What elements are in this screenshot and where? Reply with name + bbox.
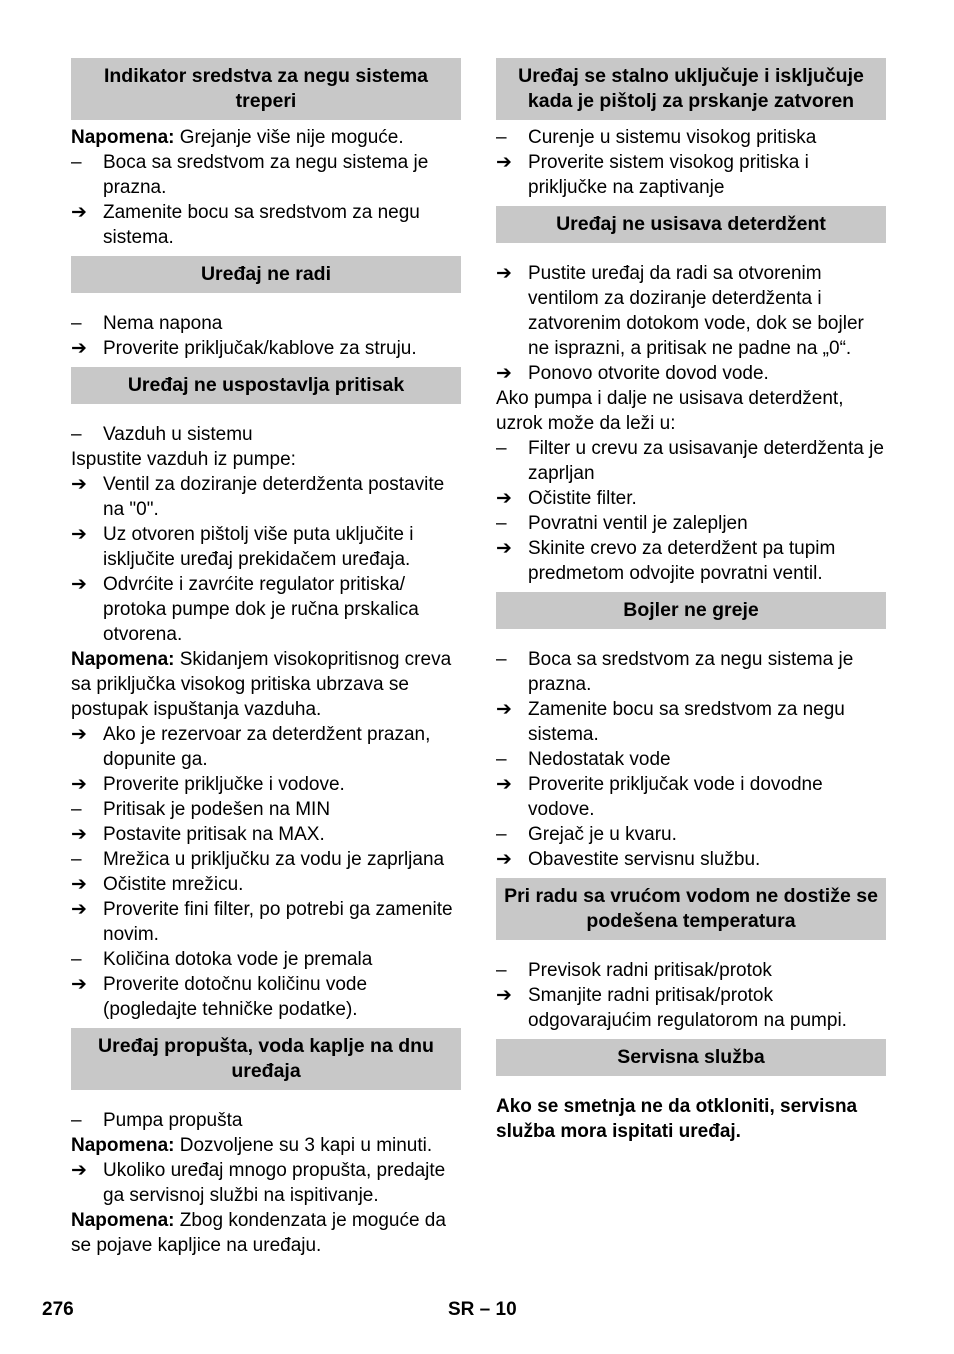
- dash-marker: –: [496, 824, 507, 845]
- condition-item: [71, 847, 461, 872]
- section-body: [496, 940, 886, 1039]
- dash-marker: –: [71, 313, 82, 334]
- item-text: Previsok radni pritisak/protok: [528, 960, 772, 981]
- dash-marker: –: [71, 849, 82, 870]
- dash-marker: –: [71, 152, 82, 173]
- action-item: [71, 1158, 461, 1208]
- note-label: Napomena:: [71, 649, 175, 670]
- condition-item: [71, 150, 461, 200]
- dash-marker: –: [496, 513, 507, 534]
- bold-paragraph: Ako se smetnja ne da otkloniti, servisna služba mora ispitati uređaj.: [496, 1096, 858, 1142]
- item-text: Proverite priključke i vodove.: [103, 774, 345, 795]
- arrow-right-icon: ➔: [71, 774, 87, 795]
- note-paragraph: [71, 1208, 461, 1258]
- section-body: [496, 629, 886, 878]
- item-text: Pumpa propušta: [103, 1110, 243, 1131]
- section-heading: Bojler ne greje: [496, 592, 886, 629]
- arrow-right-icon: ➔: [496, 363, 512, 384]
- arrow-right-icon: ➔: [496, 774, 512, 795]
- condition-item: [496, 958, 886, 983]
- item-text: Uz otvoren pištolj više puta uključite i isključite uređaj prekidačem uređaja.: [103, 524, 414, 570]
- section: [496, 1039, 886, 1150]
- note-paragraph: [71, 1133, 461, 1158]
- condition-item: [496, 436, 886, 486]
- section-heading: Servisna služba: [496, 1039, 886, 1076]
- condition-item: [71, 422, 461, 447]
- page-footer-label: SR – 10: [448, 1299, 517, 1320]
- condition-item: [496, 822, 886, 847]
- item-text: Količina dotoka vode je premala: [103, 949, 373, 970]
- item-text: Postavite pritisak na MAX.: [103, 824, 325, 845]
- action-item: [496, 536, 886, 586]
- item-text: Obavestite servisnu službu.: [528, 849, 761, 870]
- note-paragraph: [71, 647, 461, 722]
- item-text: Zamenite bocu sa sredstvom za negu sistema.: [103, 202, 420, 248]
- action-item: [71, 872, 461, 897]
- item-text: Ponovo otvorite dovod vode.: [528, 363, 769, 384]
- section-heading: Pri radu sa vrućom vodom ne dostiže se podešena temperatura: [496, 878, 886, 940]
- arrow-right-icon: ➔: [496, 985, 512, 1006]
- action-item: [71, 897, 461, 947]
- dash-marker: –: [496, 438, 507, 459]
- section-body: [496, 120, 886, 206]
- note-text: Skidanjem visokopritisnog creva sa priključka visokog pritiska ubrzava se postupak ispuštanja vazduha.: [71, 649, 452, 720]
- item-text: Grejač je u kvaru.: [528, 824, 677, 845]
- dash-marker: –: [71, 949, 82, 970]
- section: [71, 58, 461, 256]
- arrow-right-icon: ➔: [71, 1160, 87, 1181]
- dash-marker: –: [496, 960, 507, 981]
- section-body: [71, 404, 461, 1028]
- item-text: Povratni ventil je zalepljen: [528, 513, 748, 534]
- arrow-right-icon: ➔: [496, 488, 512, 509]
- item-text: Proverite priključak/kablove za struju.: [103, 338, 417, 359]
- note-text: Zbog kondenzata je moguće da se pojave kapljice na uređaju.: [71, 1210, 446, 1256]
- action-item: [71, 722, 461, 772]
- item-text: Filter u crevu za usisavanje deterdženta je zaprljan: [528, 438, 884, 484]
- action-item: [496, 983, 886, 1033]
- section-heading: Uređaj propušta, voda kaplje na dnu uređaja: [71, 1028, 461, 1090]
- dash-marker: –: [71, 424, 82, 445]
- dash-marker: –: [71, 799, 82, 820]
- action-item: [496, 150, 886, 200]
- paragraph: Ispustite vazduh iz pumpe:: [71, 449, 296, 470]
- action-item: [496, 697, 886, 747]
- note-paragraph: [71, 125, 461, 150]
- section: [71, 367, 461, 1028]
- arrow-right-icon: ➔: [496, 263, 512, 284]
- item-text: Proverite priključak vode i dovodne vodove.: [528, 774, 823, 820]
- arrow-right-icon: ➔: [71, 474, 87, 495]
- section-heading: Indikator sredstva za negu sistema treperi: [71, 58, 461, 120]
- arrow-right-icon: ➔: [71, 202, 87, 223]
- item-text: Nedostatak vode: [528, 749, 671, 770]
- item-text: Proverite sistem visokog pritiska i priključke na zaptivanje: [528, 152, 809, 198]
- note-label: Napomena:: [71, 1210, 175, 1231]
- page-number: 276: [42, 1299, 74, 1320]
- right-column: [496, 58, 886, 1150]
- arrow-right-icon: ➔: [496, 538, 512, 559]
- dash-marker: –: [496, 127, 507, 148]
- section: [71, 1028, 461, 1264]
- arrow-right-icon: ➔: [71, 574, 87, 595]
- arrow-right-icon: ➔: [71, 899, 87, 920]
- section: [496, 58, 886, 206]
- action-item: [71, 472, 461, 522]
- arrow-right-icon: ➔: [71, 724, 87, 745]
- item-text: Ventil za doziranje deterdženta postavite na "0".: [103, 474, 445, 520]
- condition-item: [71, 1108, 461, 1133]
- arrow-right-icon: ➔: [71, 824, 87, 845]
- item-text: Pustite uređaj da radi sa otvorenim ventilom za doziranje deterdženta i zatvorenim dotokom vode, dok se bojler ne isprazni, a pritisak ne padne na „0“.: [528, 263, 864, 359]
- section-heading: Uređaj se stalno uključuje i isključuje kada je pištolj za prskanje zatvoren: [496, 58, 886, 120]
- item-text: Proverite fini filter, po potrebi ga zamenite novim.: [103, 899, 453, 945]
- action-item: [71, 200, 461, 250]
- arrow-right-icon: ➔: [71, 974, 87, 995]
- condition-item: [71, 797, 461, 822]
- action-item: [496, 772, 886, 822]
- arrow-right-icon: ➔: [71, 524, 87, 545]
- section: [71, 256, 461, 367]
- item-text: Ako je rezervoar za deterdžent prazan, dopunite ga.: [103, 724, 431, 770]
- action-item: [71, 822, 461, 847]
- condition-item: [71, 947, 461, 972]
- action-item: [71, 972, 461, 1022]
- action-item: [71, 772, 461, 797]
- note-text: Dozvoljene su 3 kapi u minuti.: [174, 1135, 433, 1156]
- section-heading: Uređaj ne uspostavlja pritisak: [71, 367, 461, 404]
- item-text: Curenje u sistemu visokog pritiska: [528, 127, 817, 148]
- arrow-right-icon: ➔: [71, 338, 87, 359]
- left-column: [71, 58, 461, 1264]
- item-text: Smanjite radni pritisak/protok odgovarajućim regulatorom na pumpi.: [528, 985, 847, 1031]
- section-body: [71, 1090, 461, 1264]
- section-body: [496, 243, 886, 592]
- arrow-right-icon: ➔: [496, 152, 512, 173]
- section-body: [496, 1076, 886, 1150]
- section-body: [71, 293, 461, 367]
- item-text: Nema napona: [103, 313, 223, 334]
- item-text: Vazduh u sistemu: [103, 424, 253, 445]
- item-text: Odvrćite i zavrćite regulator pritiska/ protoka pumpe dok je ručna prskalica otvorena.: [103, 574, 419, 645]
- section: [496, 878, 886, 1039]
- item-text: Mrežica u priključku za vodu je zaprljana: [103, 849, 445, 870]
- section: [496, 206, 886, 592]
- dash-marker: –: [71, 1110, 82, 1131]
- item-text: Očistite mrežicu.: [103, 874, 244, 895]
- item-text: Zamenite bocu sa sredstvom za negu sistema.: [528, 699, 845, 745]
- dash-marker: –: [496, 649, 507, 670]
- action-item: [496, 847, 886, 872]
- arrow-right-icon: ➔: [496, 849, 512, 870]
- item-text: Skinite crevo za deterdžent pa tupim predmetom odvojite povratni ventil.: [528, 538, 836, 584]
- condition-item: [71, 311, 461, 336]
- item-text: Boca sa sredstvom za negu sistema je prazna.: [103, 152, 429, 198]
- arrow-right-icon: ➔: [496, 699, 512, 720]
- note-text: Grejanje više nije moguće.: [174, 127, 404, 148]
- item-text: Boca sa sredstvom za negu sistema je prazna.: [528, 649, 854, 695]
- action-item: [496, 486, 886, 511]
- section-heading: Uređaj ne usisava deterdžent: [496, 206, 886, 243]
- paragraph: Ako pumpa i dalje ne usisava deterdžent, uzrok može da leži u:: [496, 388, 844, 434]
- section: [496, 592, 886, 878]
- section-heading: Uređaj ne radi: [71, 256, 461, 293]
- condition-item: [496, 647, 886, 697]
- section-body: [71, 120, 461, 256]
- condition-item: [496, 125, 886, 150]
- item-text: Pritisak je podešen na MIN: [103, 799, 331, 820]
- dash-marker: –: [496, 749, 507, 770]
- action-item: [496, 361, 886, 386]
- action-item: [71, 336, 461, 361]
- condition-item: [496, 511, 886, 536]
- item-text: Ukoliko uređaj mnogo propušta, predajte ga servisnoj službi na ispitivanje.: [103, 1160, 446, 1206]
- note-label: Napomena:: [71, 1135, 175, 1156]
- action-item: [71, 572, 461, 647]
- note-label: Napomena:: [71, 127, 175, 148]
- arrow-right-icon: ➔: [71, 874, 87, 895]
- condition-item: [496, 747, 886, 772]
- action-item: [71, 522, 461, 572]
- item-text: Očistite filter.: [528, 488, 637, 509]
- item-text: Proverite dotočnu količinu vode (pogledajte tehničke podatke).: [103, 974, 368, 1020]
- action-item: [496, 261, 886, 361]
